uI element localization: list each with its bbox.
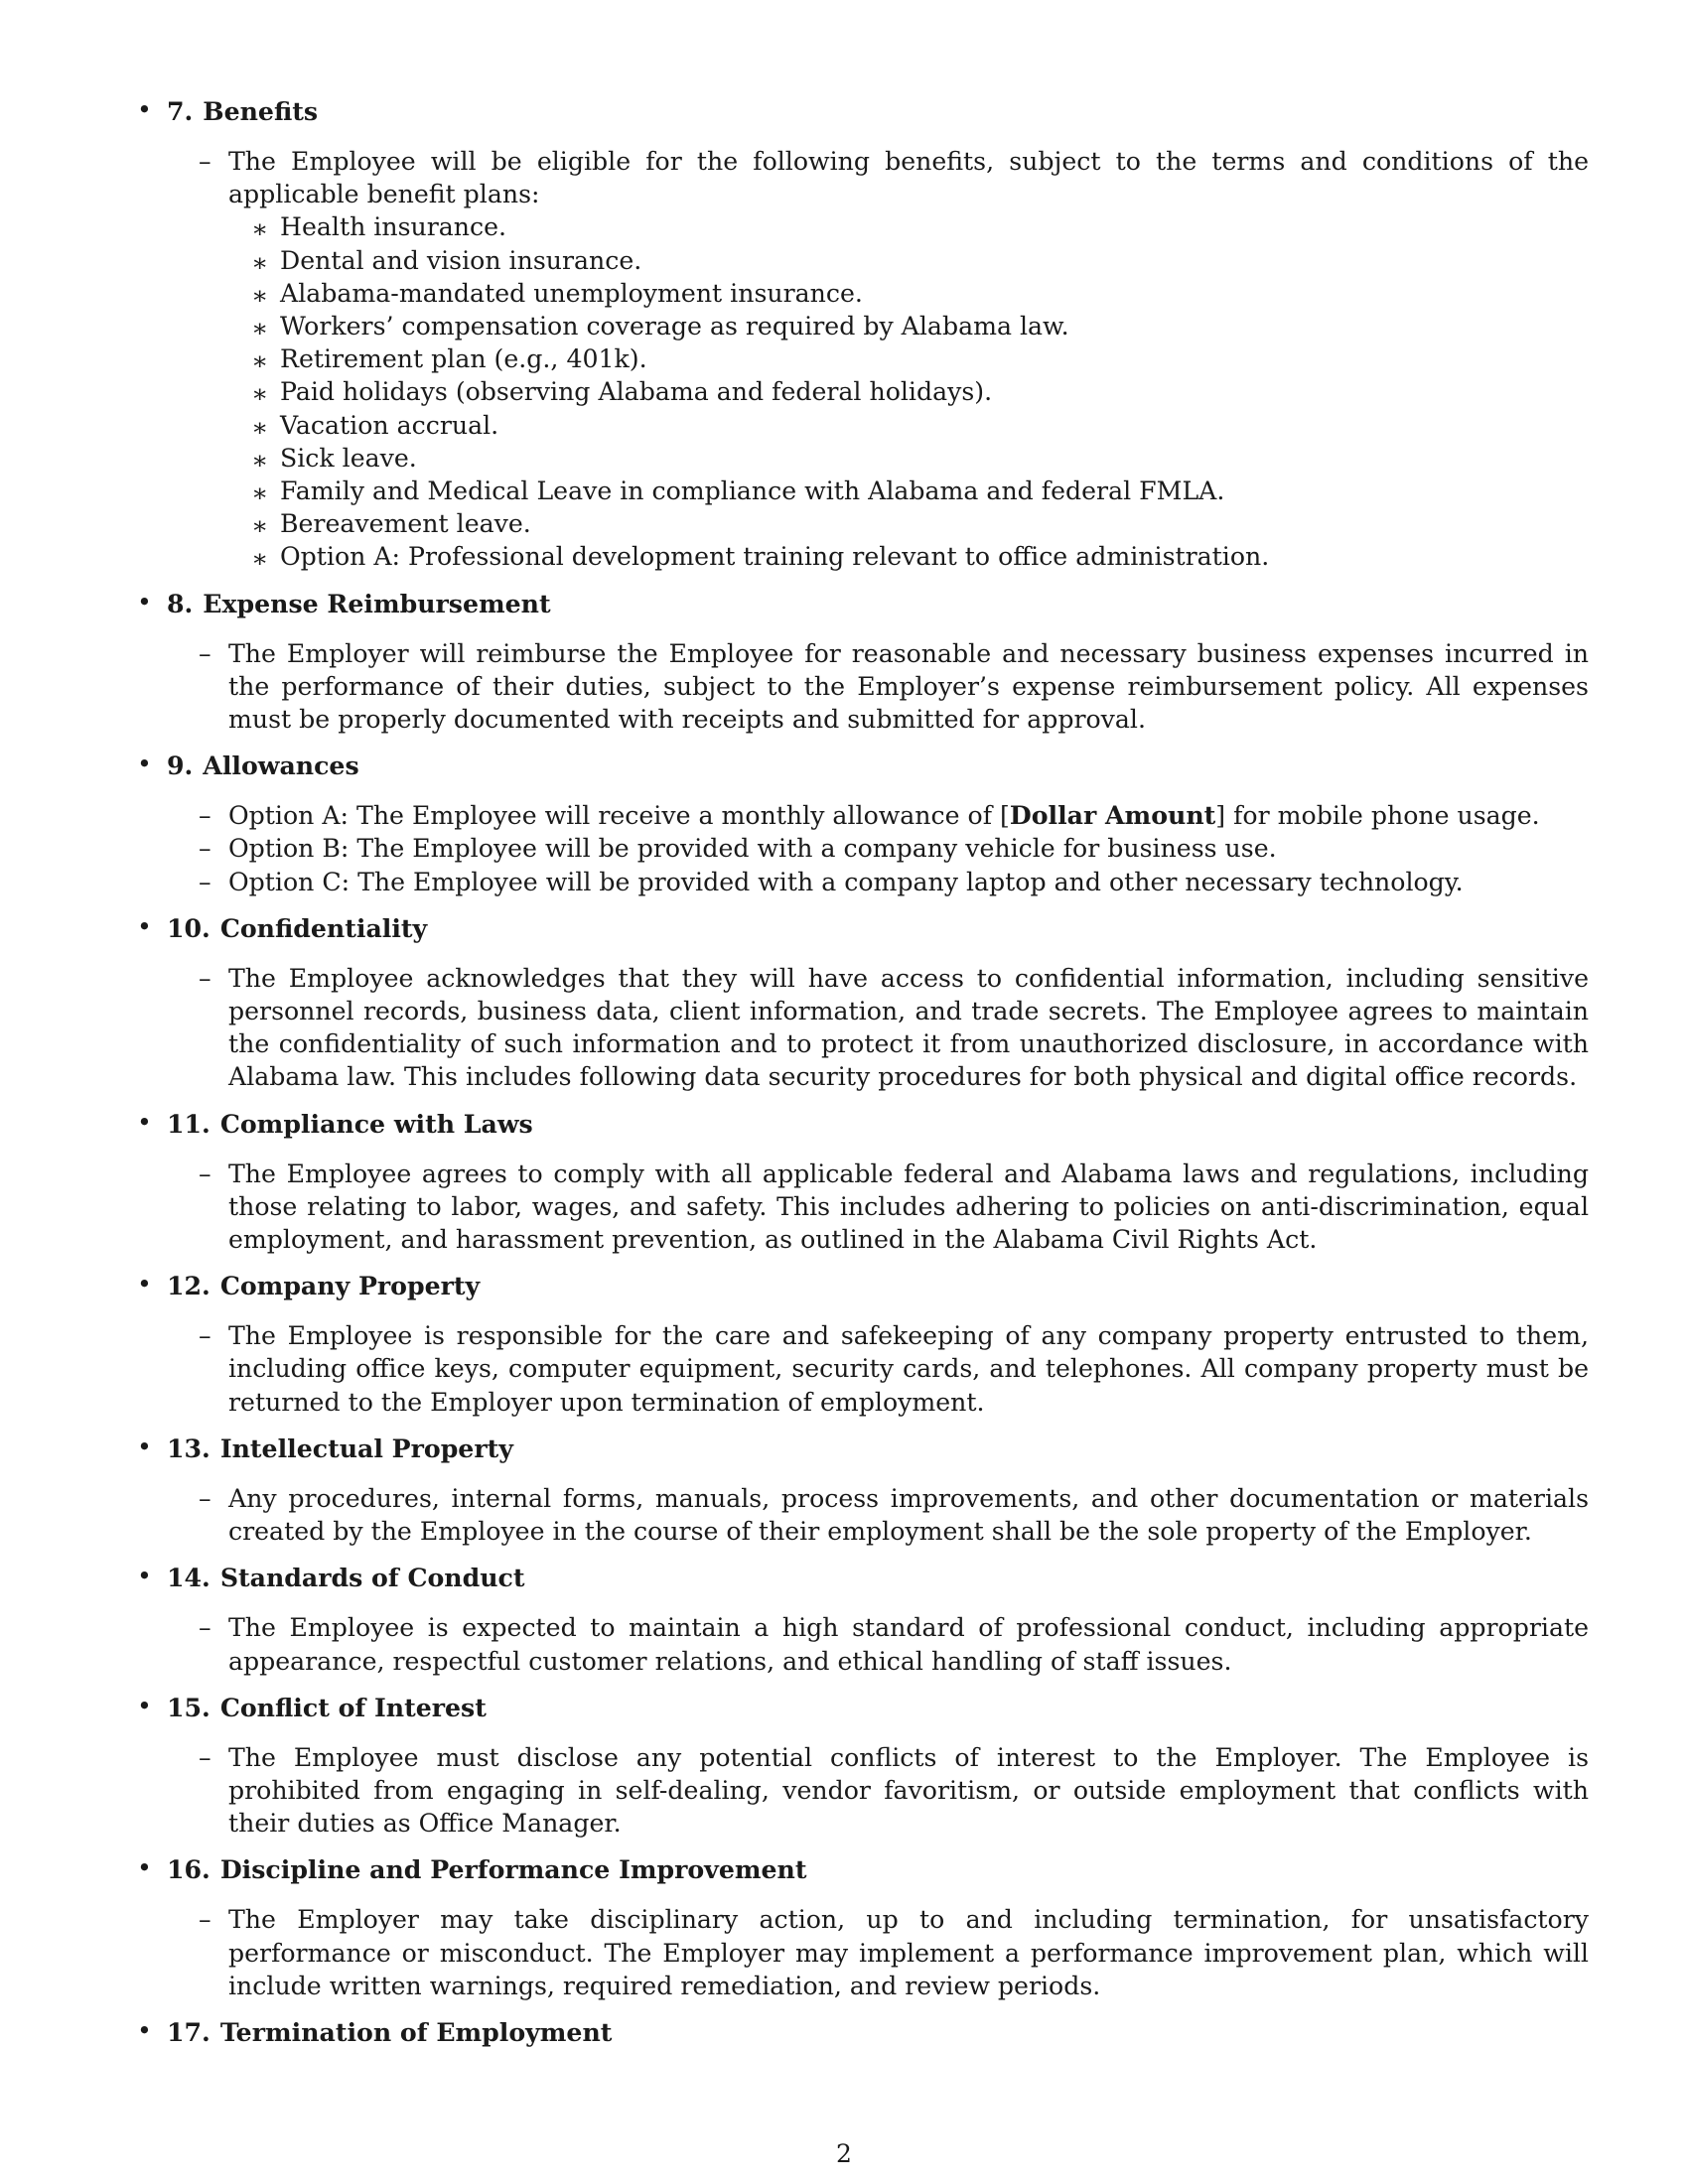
- dash-icon: –: [199, 147, 211, 176]
- list-item-text: Retirement plan (e.g., 401k).: [280, 344, 647, 374]
- paragraph-text: Option C: The Employee will be provided with a company laptop and other necessary technology.: [228, 867, 1464, 896]
- asterisk-icon: ∗: [251, 544, 269, 574]
- bullet-icon: •: [137, 95, 152, 124]
- section-intellectual-property: [137, 1433, 1589, 1548]
- section-number: 15.: [167, 1692, 211, 1722]
- paragraph: [137, 1611, 1589, 1677]
- section-allowances: [137, 750, 1589, 898]
- document-body: [137, 95, 1589, 2066]
- dash-icon: –: [199, 834, 211, 864]
- list-item: [137, 342, 1589, 375]
- list-item-text: Option A: Professional development training relevant to office administration.: [280, 542, 1270, 572]
- section-heading: [137, 912, 1589, 945]
- list-item-text: Family and Medical Leave in compliance with Alabama and federal FMLA.: [280, 477, 1225, 506]
- paragraph: [137, 962, 1589, 1094]
- section-number: 7.: [167, 96, 194, 126]
- paragraph-text: The Employer will reimburse the Employee for reasonable and necessary business expenses incurred in the performance of their duties, subject to the Employer’s expense reimbursement policy. All expenses must be properly documented with receipts and submitted for approval.: [228, 638, 1589, 735]
- dash-icon: –: [199, 867, 211, 896]
- paragraph: [137, 1482, 1589, 1548]
- section-title: Expense Reimbursement: [203, 588, 551, 618]
- section-company-property: [137, 1270, 1589, 1419]
- paragraph-text: The Employee is expected to maintain a high standard of professional conduct, including appropriate appearance, respectful customer relations, and ethical handling of staff issues.: [228, 1613, 1589, 1676]
- list-item: [137, 210, 1589, 243]
- bullet-icon: •: [137, 750, 152, 779]
- asterisk-icon: ∗: [251, 314, 269, 343]
- section-title: Confidentiality: [219, 912, 428, 943]
- bullet-icon: •: [137, 587, 152, 616]
- list-item-text: Paid holidays (observing Alabama and federal holidays).: [280, 377, 993, 407]
- section-title: Compliance with Laws: [219, 1108, 533, 1139]
- section-title: Company Property: [219, 1271, 481, 1301]
- section-conflict-of-interest: [137, 1692, 1589, 1841]
- section-heading: [137, 2016, 1589, 2049]
- page-number: 2: [836, 2139, 852, 2168]
- list-item-text: Alabama-mandated unemployment insurance.: [280, 278, 863, 308]
- paragraph: [137, 866, 1589, 898]
- paragraph-text: Option B: The Employee will be provided with a company vehicle for business use.: [228, 834, 1277, 864]
- list-item: [137, 310, 1589, 342]
- paragraph: [137, 1741, 1589, 1841]
- dash-icon: –: [199, 1159, 211, 1188]
- section-heading: [137, 1108, 1589, 1141]
- bullet-icon: •: [137, 911, 152, 941]
- section-title: Benefits: [203, 96, 319, 126]
- bullet-icon: •: [137, 1107, 152, 1137]
- section-heading: [137, 750, 1589, 782]
- asterisk-icon: ∗: [251, 214, 269, 244]
- section-number: 11.: [167, 1108, 211, 1139]
- bullet-icon: •: [137, 2015, 152, 2045]
- paragraph-text: Any procedures, internal forms, manuals, process improvements, and other documentation or materials created by the Employee in the course of their employment shall be the sole property of the Employer.: [228, 1483, 1589, 1547]
- dash-icon: –: [199, 1905, 211, 1935]
- section-benefits: [137, 95, 1589, 574]
- section-title: Intellectual Property: [219, 1433, 513, 1463]
- paragraph-text: The Employee acknowledges that they will have access to confidential information, including sensitive personnel records, business data, client information, and trade secrets. The Employee agrees to maintain the confidentiality of such information and to protect it from unauthorized disclosure, in accordance with Alabama law. This includes following data security procedures for both physical and digital office records.: [228, 963, 1589, 1092]
- asterisk-icon: ∗: [251, 280, 269, 310]
- section-standards-of-conduct: [137, 1562, 1589, 1677]
- list-item-text: Sick leave.: [280, 443, 417, 473]
- dash-icon: –: [199, 1742, 211, 1772]
- list-item-text: Workers’ compensation coverage as required by Alabama law.: [280, 312, 1069, 341]
- dollar-amount-placeholder: Dollar Amount: [1009, 800, 1216, 831]
- section-termination: [137, 2016, 1589, 2049]
- paragraph-text: The Employee must disclose any potential conflicts of interest to the Employer. The Employee is prohibited from engaging in self-dealing, vendor favoritism, or outside employment that conflicts with their duties as Office Manager.: [228, 1742, 1589, 1839]
- asterisk-icon: ∗: [251, 478, 269, 508]
- section-heading: [137, 588, 1589, 620]
- section-title: Termination of Employment: [219, 2016, 613, 2047]
- paragraph-text: The Employee is responsible for the care and safekeeping of any company property entrusted to them, including office keys, computer equipment, security cards, and telephones. All company property must be returned to the Employer upon termination of employment.: [228, 1321, 1589, 1417]
- section-heading: [137, 1270, 1589, 1302]
- paragraph: [137, 832, 1589, 865]
- paragraph: [137, 1903, 1589, 2002]
- list-item: [137, 507, 1589, 540]
- section-title: Allowances: [203, 751, 359, 781]
- dash-icon: –: [199, 638, 211, 668]
- list-item-text: Dental and vision insurance.: [280, 245, 642, 275]
- paragraph: [137, 1158, 1589, 1257]
- paragraph: [137, 1319, 1589, 1419]
- asterisk-icon: ∗: [251, 412, 269, 442]
- dash-icon: –: [199, 801, 211, 831]
- list-item: [137, 442, 1589, 475]
- section-discipline: [137, 1853, 1589, 2002]
- dash-icon: –: [199, 1613, 211, 1643]
- paragraph: [137, 799, 1589, 832]
- asterisk-icon: ∗: [251, 445, 269, 475]
- section-heading: [137, 1562, 1589, 1594]
- section-number: 16.: [167, 1854, 211, 1885]
- section-number: 14.: [167, 1563, 211, 1593]
- asterisk-icon: ∗: [251, 379, 269, 409]
- paragraph-text: The Employee agrees to comply with all applicable federal and Alabama laws and regulations, including those relating to labor, wages, and safety. This includes adhering to policies on anti-discrimination, equal employment, and harassment prevention, as outlined in the Alabama Civil Rights Act.: [228, 1159, 1589, 1255]
- list-item-text: Vacation accrual.: [280, 410, 499, 440]
- section-expense-reimbursement: [137, 588, 1589, 737]
- section-heading: [137, 1692, 1589, 1724]
- section-number: 13.: [167, 1433, 211, 1463]
- list-item: [137, 409, 1589, 442]
- list-item: [137, 540, 1589, 573]
- bullet-icon: •: [137, 1691, 152, 1720]
- section-title: Standards of Conduct: [219, 1563, 525, 1593]
- paragraph-text: The Employee will be eligible for the following benefits, subject to the terms and conditions of the applicable benefit plans:: [228, 147, 1589, 209]
- bullet-icon: •: [137, 1270, 152, 1299]
- paragraph: [137, 637, 1589, 737]
- section-compliance-with-laws: [137, 1108, 1589, 1257]
- section-number: 12.: [167, 1271, 211, 1301]
- paragraph-text: The Employer may take disciplinary action, up to and including termination, for unsatisfactory performance or misconduct. The Employer may implement a performance improvement plan, which will include written warnings, required remediation, and review periods.: [228, 1905, 1589, 2000]
- section-number: 9.: [167, 751, 194, 781]
- bullet-icon: •: [137, 1432, 152, 1461]
- list-item-text: Health insurance.: [280, 212, 507, 242]
- dash-icon: –: [199, 1483, 211, 1513]
- section-number: 10.: [167, 912, 211, 943]
- list-item: [137, 375, 1589, 408]
- dash-icon: –: [199, 963, 211, 993]
- list-item-text: Bereavement leave.: [280, 509, 531, 539]
- section-title: Discipline and Performance Improvement: [219, 1854, 807, 1885]
- list-item: [137, 244, 1589, 277]
- option-a-text: Option A: The Employee will receive a monthly allowance of [: [228, 801, 1010, 831]
- paragraph: [137, 145, 1589, 210]
- list-item: [137, 475, 1589, 507]
- option-a-text-end: ] for mobile phone usage.: [1215, 801, 1540, 831]
- bullet-icon: •: [137, 1853, 152, 1883]
- asterisk-icon: ∗: [251, 511, 269, 541]
- asterisk-icon: ∗: [251, 247, 269, 277]
- section-heading: [137, 95, 1589, 128]
- section-title: Conflict of Interest: [219, 1692, 487, 1722]
- dash-icon: –: [199, 1321, 211, 1351]
- section-heading: [137, 1433, 1589, 1465]
- asterisk-icon: ∗: [251, 346, 269, 376]
- section-confidentiality: [137, 912, 1589, 1094]
- section-number: 17.: [167, 2016, 211, 2047]
- section-heading: [137, 1853, 1589, 1886]
- section-number: 8.: [167, 588, 194, 618]
- list-item: [137, 277, 1589, 310]
- bullet-icon: •: [137, 1562, 152, 1591]
